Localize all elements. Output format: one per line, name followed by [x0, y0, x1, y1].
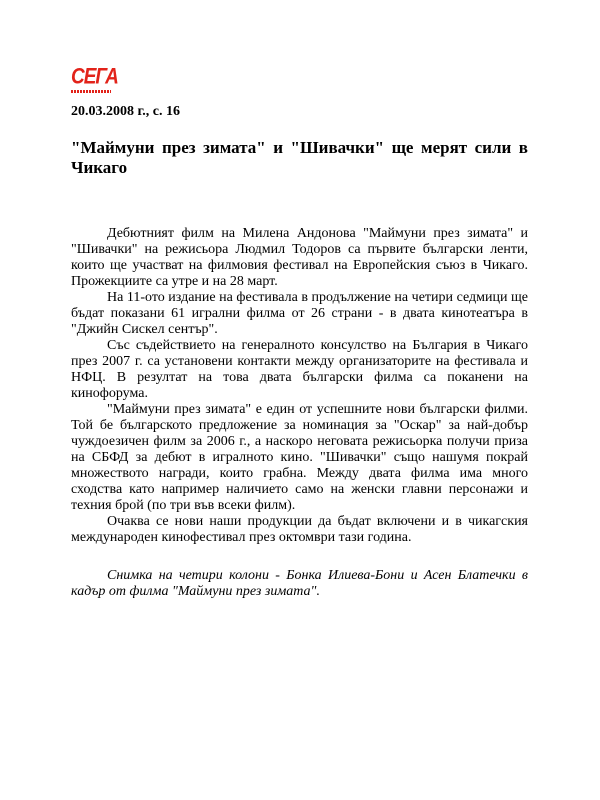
article-paragraph: Със съдействието на генералното консулство на България в Чикаго през 2007 г. са установени контакти между организаторите на фестивала и НФЦ. В резултат на това двата български филма са поканени на кинофорума.	[71, 338, 528, 401]
article-paragraph: На 11-ото издание на фестивала в продължение на четири седмици ще бъдат показани 61 игрални филма от 26 страни - в двата кинотеатъра в "Джийн Сискел сентър".	[71, 290, 528, 337]
photo-caption: Снимка на четири колони - Бонка Илиева-Бони и Асен Блатечки в кадър от филма "Маймуни през зимата".	[71, 568, 528, 599]
article-paragraph: Очаква се нови наши продукции да бъдат включени и в чикагския международен кинофестивал през октомври тази година.	[71, 514, 528, 545]
sega-newspaper-logo	[71, 64, 118, 94]
article-paragraph: Дебютният филм на Милена Андонова "Маймуни през зимата" и "Шивачки" на режисьора Людмил Тодоров са първите български ленти, които ще участват на филмовия фестивал на Европейския съюз в Чикаго. Прожекциите са утре и на 28 март.	[71, 226, 528, 289]
logo-underline	[71, 90, 111, 93]
publication-date-page: 20.03.2008 г., с. 16	[71, 104, 180, 119]
document-page	[71, 66, 528, 600]
article-paragraph: "Маймуни през зимата" е един от успешните нови български филми. Той бе българското предложение за номинация за "Оскар" за най-добър чуждоезичен филм за 2006 г., а наскоро неговата режисьорка получи приза на СБФД за дебют в игралното кино. "Шивачки" също нашумя покрай множеството награди, които грабна. Между двата филма има много сходства като например наличието само на женски главни персонажи и техния брой (по три във всеки филм).	[71, 402, 528, 513]
article-headline: "Маймуни през зимата" и "Шивачки" ще мерят сили в Чикаго	[71, 138, 528, 177]
logo-text: СЕГА	[71, 64, 118, 89]
article-body	[71, 226, 528, 546]
